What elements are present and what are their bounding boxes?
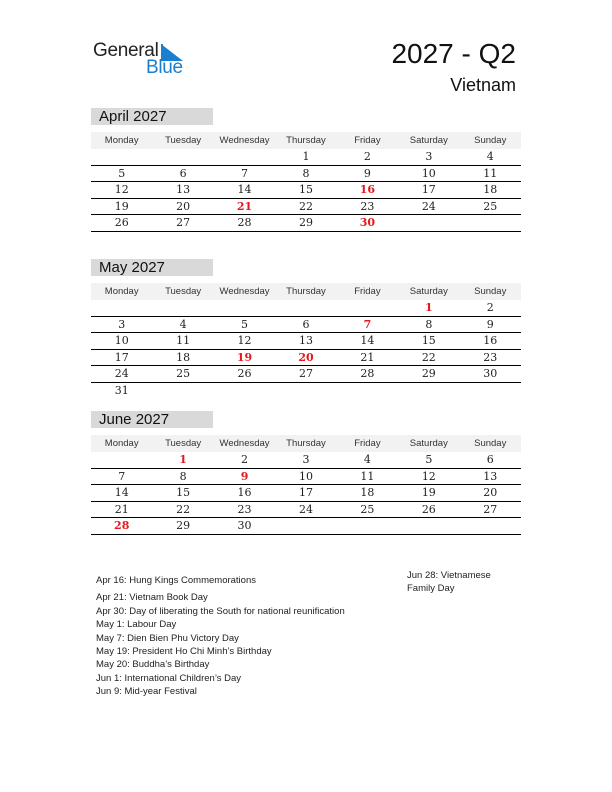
date-cell: 2 xyxy=(363,150,371,163)
date-cell: 4 xyxy=(486,150,494,163)
generalblue-logo xyxy=(93,40,193,80)
holiday-date-cell: 7 xyxy=(363,317,372,331)
date-cell: 2 xyxy=(241,453,249,466)
holiday-date-cell: 19 xyxy=(236,350,253,364)
date-cell: 29 xyxy=(421,367,436,381)
week-row xyxy=(91,149,521,166)
weekday-header: Sunday xyxy=(474,286,507,297)
date-cell: 3 xyxy=(425,150,433,163)
week-row xyxy=(91,452,521,469)
date-cell: 23 xyxy=(360,199,375,213)
month-june xyxy=(91,411,521,535)
holiday-date-cell: 21 xyxy=(236,199,253,213)
holiday-item: May 7: Dien Bien Phu Victory Day xyxy=(96,632,239,644)
week-row xyxy=(91,366,521,383)
logo-word-general: General xyxy=(93,40,159,61)
date-cell xyxy=(275,300,336,316)
date-cell: 27 xyxy=(298,367,313,381)
date-cell: 30 xyxy=(237,519,252,533)
date-cell: 14 xyxy=(237,183,252,197)
date-cell xyxy=(398,383,459,400)
date-cell: 27 xyxy=(483,502,498,516)
date-cell: 2 xyxy=(486,301,494,314)
week-row xyxy=(91,469,521,486)
date-cell: 6 xyxy=(486,453,494,466)
holiday-date-cell: 16 xyxy=(359,183,376,197)
date-cell: 16 xyxy=(483,334,498,348)
weekday-header: Wednesday xyxy=(219,286,270,297)
date-cell: 21 xyxy=(114,502,129,516)
date-cell xyxy=(460,518,521,534)
date-cell: 12 xyxy=(114,183,129,197)
date-cell: 12 xyxy=(237,334,252,348)
weekday-header: Sunday xyxy=(474,438,507,449)
holiday-date-cell: 20 xyxy=(298,350,314,364)
date-cell xyxy=(275,518,336,534)
date-cell: 26 xyxy=(114,216,129,230)
week-row xyxy=(91,333,521,350)
date-cell: 3 xyxy=(118,317,126,331)
date-cell: 5 xyxy=(241,317,249,331)
holiday-item: Apr 30: Day of liberating the South for national reunification xyxy=(96,605,345,617)
date-cell: 19 xyxy=(114,199,129,213)
logo-word-blue: Blue xyxy=(146,57,183,78)
holiday-item: Jun 1: International Children’s Day xyxy=(96,672,242,684)
date-cell: 22 xyxy=(421,350,436,364)
holiday-list xyxy=(96,574,345,699)
date-cell: 17 xyxy=(421,183,436,197)
date-cell: 24 xyxy=(114,367,129,381)
month-label: May 2027 xyxy=(91,259,213,276)
weekday-header: Friday xyxy=(354,286,381,297)
weekday-header: Monday xyxy=(104,438,139,449)
weekday-header: Sunday xyxy=(474,135,507,146)
date-cell: 25 xyxy=(176,367,191,381)
weekday-header: Wednesday xyxy=(219,135,270,146)
date-cell: 17 xyxy=(298,486,313,500)
holiday-date-cell: 30 xyxy=(359,216,376,230)
date-cell: 12 xyxy=(421,469,436,483)
date-cell: 13 xyxy=(176,183,191,197)
date-cell: 24 xyxy=(421,199,436,213)
holiday-item: May 19: President Ho Chi Minh’s Birthday xyxy=(96,646,272,658)
date-cell: 6 xyxy=(302,317,310,331)
date-cell: 19 xyxy=(421,486,436,500)
date-cell: 26 xyxy=(421,502,436,516)
weekday-header: Thursday xyxy=(286,438,326,449)
weekday-header: Wednesday xyxy=(219,438,270,449)
date-cell: 5 xyxy=(118,166,126,180)
date-cell xyxy=(91,452,152,468)
date-cell xyxy=(275,383,336,400)
date-cell: 23 xyxy=(483,350,498,364)
holiday-item: Jun 9: Mid-year Festival xyxy=(96,686,197,698)
date-cell: 9 xyxy=(486,317,494,331)
weekday-header-row xyxy=(91,132,521,149)
date-cell: 22 xyxy=(176,502,191,516)
date-cell xyxy=(398,215,459,231)
date-cell: 10 xyxy=(114,334,129,348)
date-cell: 16 xyxy=(237,486,252,500)
date-cell: 10 xyxy=(421,166,436,180)
date-cell: 18 xyxy=(360,486,375,500)
month-label: June 2027 xyxy=(91,411,213,428)
date-cell: 22 xyxy=(298,199,313,213)
date-cell: 29 xyxy=(298,216,313,230)
date-cell: 23 xyxy=(237,502,252,516)
date-cell: 11 xyxy=(176,334,191,348)
weekday-header: Tuesday xyxy=(165,438,202,449)
week-row xyxy=(91,317,521,334)
date-cell xyxy=(152,149,213,165)
date-cell: 3 xyxy=(302,453,310,466)
date-cell: 6 xyxy=(179,166,187,180)
week-row xyxy=(91,383,521,400)
week-row xyxy=(91,502,521,519)
date-cell: 8 xyxy=(425,317,433,331)
date-cell: 9 xyxy=(363,166,371,180)
date-cell: 14 xyxy=(114,486,129,500)
date-cell xyxy=(214,149,275,165)
week-row xyxy=(91,485,521,502)
weekday-header-row xyxy=(91,435,521,452)
month-may xyxy=(91,259,521,400)
holiday-date-cell: 9 xyxy=(240,469,249,483)
date-cell: 30 xyxy=(483,367,498,381)
date-cell: 10 xyxy=(298,469,313,483)
month-april xyxy=(91,108,521,232)
date-cell: 15 xyxy=(176,486,191,500)
date-cell: 28 xyxy=(237,216,252,230)
date-cell xyxy=(91,149,152,165)
week-row xyxy=(91,350,521,367)
week-row xyxy=(91,199,521,216)
weekday-header: Saturday xyxy=(409,286,448,297)
weekday-header: Saturday xyxy=(409,438,448,449)
date-cell xyxy=(398,518,459,534)
date-cell: 27 xyxy=(176,216,191,230)
date-cell: 20 xyxy=(483,486,498,500)
holiday-item: May 20: Buddha’s Birthday xyxy=(96,659,210,671)
weekday-header-row xyxy=(91,283,521,300)
date-cell: 24 xyxy=(298,502,313,516)
weekday-header: Saturday xyxy=(409,135,448,146)
date-cell xyxy=(337,300,398,316)
date-cell: 13 xyxy=(483,469,498,483)
date-cell: 15 xyxy=(421,334,436,348)
date-cell xyxy=(91,300,152,316)
weekday-header: Tuesday xyxy=(165,135,202,146)
weekday-header: Monday xyxy=(104,135,139,146)
page-title: 2027 - Q2 xyxy=(391,38,516,69)
week-row xyxy=(91,300,521,317)
date-cell: 1 xyxy=(302,150,310,163)
week-row xyxy=(91,215,521,232)
holiday-item: Apr 16: Hung Kings Commemorations xyxy=(96,575,256,586)
holiday-date-cell: 1 xyxy=(424,301,433,314)
weekday-header: Thursday xyxy=(286,135,326,146)
date-cell: 18 xyxy=(483,183,498,197)
date-cell: 8 xyxy=(179,469,187,483)
weekday-header: Thursday xyxy=(286,286,326,297)
holiday-list-right xyxy=(407,569,517,596)
date-cell: 20 xyxy=(176,199,191,213)
date-cell xyxy=(337,383,398,400)
holiday-item: Family Day xyxy=(407,583,455,595)
date-cell: 11 xyxy=(360,469,375,483)
date-cell: 25 xyxy=(483,199,498,213)
date-cell: 29 xyxy=(176,519,191,533)
date-cell: 4 xyxy=(363,453,371,466)
date-cell: 13 xyxy=(298,334,313,348)
date-cell: 14 xyxy=(360,334,375,348)
holiday-item: May 1: Labour Day xyxy=(96,619,177,631)
date-cell xyxy=(337,518,398,534)
weekday-header: Tuesday xyxy=(165,286,202,297)
week-row xyxy=(91,182,521,199)
date-cell: 18 xyxy=(176,350,191,364)
date-cell: 25 xyxy=(360,502,375,516)
date-cell: 26 xyxy=(237,367,252,381)
date-cell: 7 xyxy=(118,469,126,483)
date-cell: 7 xyxy=(241,166,249,180)
holiday-date-cell: 1 xyxy=(179,453,187,466)
weekday-header: Monday xyxy=(104,286,139,297)
date-cell xyxy=(214,383,275,400)
country-name: Vietnam xyxy=(450,75,516,95)
date-cell xyxy=(460,215,521,231)
date-cell: 11 xyxy=(483,166,498,180)
date-cell: 5 xyxy=(425,453,433,466)
date-cell: 8 xyxy=(302,166,310,180)
date-cell xyxy=(152,300,213,316)
date-cell: 21 xyxy=(360,350,375,364)
weekday-header: Friday xyxy=(354,438,381,449)
date-cell: 15 xyxy=(298,183,313,197)
date-cell: 17 xyxy=(114,350,129,364)
date-cell xyxy=(214,300,275,316)
week-row xyxy=(91,166,521,183)
weekday-header: Friday xyxy=(354,135,381,146)
date-cell: 28 xyxy=(360,367,375,381)
date-cell: 4 xyxy=(179,317,187,331)
date-cell: 31 xyxy=(114,383,129,397)
holiday-item: Jun 28: Vietnamese xyxy=(407,570,491,581)
holiday-item: Apr 21: Vietnam Book Day xyxy=(96,592,208,604)
week-row xyxy=(91,518,521,535)
holiday-date-cell: 28 xyxy=(114,519,130,533)
date-cell xyxy=(460,383,521,400)
date-cell xyxy=(152,383,213,400)
month-label: April 2027 xyxy=(91,108,213,125)
